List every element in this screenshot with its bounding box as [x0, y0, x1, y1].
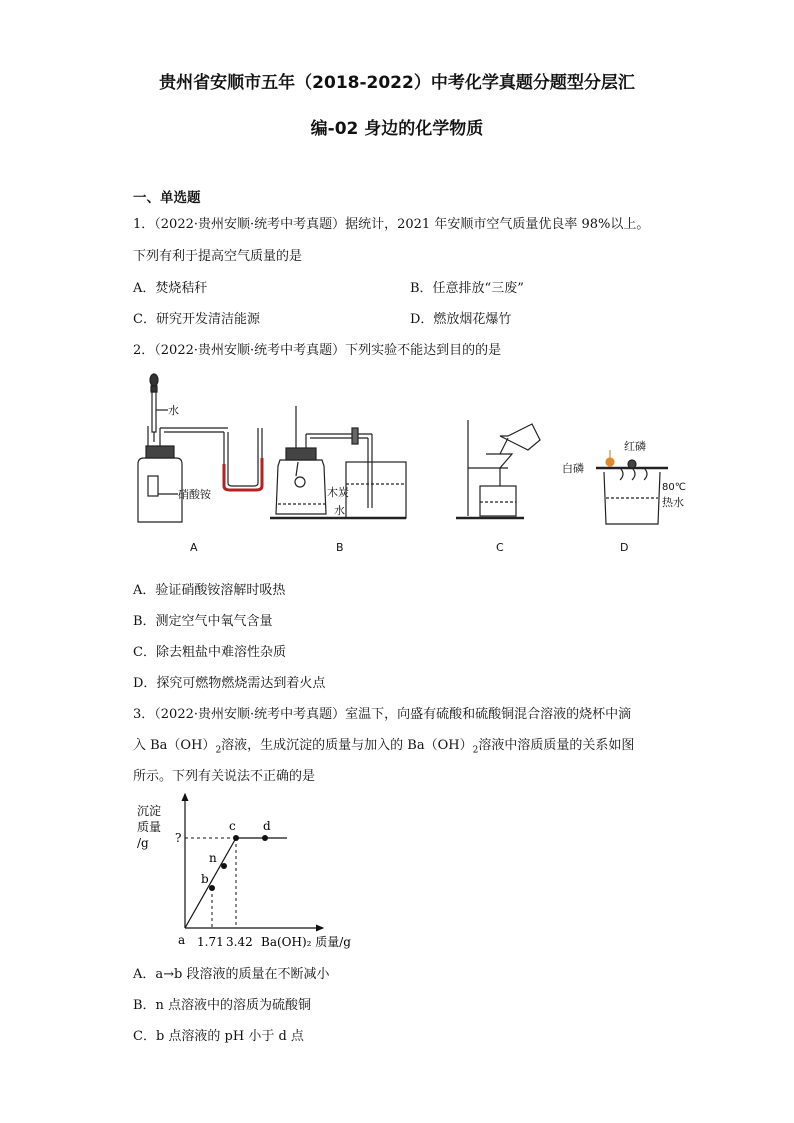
q1-option-c: C．研究开发清洁能源 [133, 312, 260, 327]
q2-option-b: B．测定空气中氧气含量 [133, 614, 273, 629]
q2-option-a: A．验证硝酸铵溶解时吸热 [133, 583, 286, 598]
apparatus-d [596, 450, 668, 524]
q3-stem-line2 [133, 734, 634, 756]
q1-stem-line2: 下列有利于提高空气质量的是 [133, 249, 303, 264]
y-label-2: 质量 [137, 820, 162, 834]
figure-label-c: C [496, 541, 504, 554]
figure-label-a: A [190, 541, 198, 554]
point-b-marker [209, 885, 215, 891]
q3-stem2-post: 溶液中溶质质量的关系如图 [478, 738, 635, 753]
label-hot-water: 热水 [662, 496, 684, 509]
q2-option-d: D．探究可燃物燃烧需达到着火点 [133, 676, 326, 691]
figure-label-b: B [336, 541, 344, 554]
y-label-1: 沉淀 [137, 804, 162, 818]
q3-option-a: A．a→b 段溶液的质量在不断减小 [133, 967, 330, 982]
q2-stem: 2．（2022·贵州安顺·统考中考真题）下列实验不能达到目的的是 [133, 343, 502, 358]
q3-option-c: C．b 点溶液的 pH 小于 d 点 [133, 1029, 304, 1044]
apparatus-b [270, 406, 406, 518]
label-charcoal: 木炭 [327, 486, 349, 499]
label-point-d: d [263, 819, 271, 833]
q2-experiment-figure [120, 368, 700, 560]
x-tick-342: 3.42 [226, 935, 253, 949]
q3-stem2-pre: 入 Ba（OH） [133, 738, 216, 753]
figure-label-d: D [620, 541, 629, 554]
q1-option-a: A．焚烧秸秆 [133, 281, 208, 296]
label-point-a: a [178, 933, 186, 947]
q3-stem2-mid: 溶液，生成沉淀的质量与加入的 Ba（OH） [221, 738, 473, 753]
q3-precipitate-graph [125, 788, 385, 956]
q1-stem-line1: 1．（2022·贵州安顺·统考中考真题）据统计，2021 年安顺市空气质量优良率 98%以上。 [133, 217, 650, 232]
label-point-c: c [229, 819, 236, 833]
label-ammonium-nitrate: 硝酸铵 [178, 488, 211, 501]
y-question-mark: ? [175, 831, 182, 845]
apparatus-c [456, 420, 540, 518]
label-point-n: n [209, 851, 217, 865]
point-c-marker [233, 835, 239, 841]
label-red-phosphorus: 红磷 [624, 440, 646, 453]
q1-option-d: D．燃放烟花爆竹 [410, 312, 512, 327]
point-d-marker [262, 835, 268, 841]
label-white-phosphorus: 白磷 [562, 462, 584, 475]
x-tick-171: 1.71 [197, 935, 224, 949]
label-point-b: b [201, 872, 209, 886]
label-temperature: 80℃ [662, 482, 686, 493]
x-axis-label: Ba(OH)₂ 质量/g [261, 935, 351, 949]
section-heading: 一、单选题 [133, 190, 201, 206]
y-label-3: /g [137, 836, 149, 850]
label-water-b: 水 [334, 504, 345, 517]
label-water-a: 水 [168, 404, 179, 417]
q3-stem-line1: 3．（2022·贵州安顺·统考中考真题）室温下，向盛有硫酸和硫酸铜混合溶液的烧杯中滴 [133, 707, 632, 722]
point-n-marker [221, 863, 227, 869]
q2-option-c: C．除去粗盐中难溶性杂质 [133, 645, 286, 660]
q1-option-b: B．任意排放“三废” [410, 281, 524, 296]
document-title-line2: 编-02 身边的化学物质 [310, 119, 484, 139]
q3-option-b: B．n 点溶液中的溶质为硫酸铜 [133, 998, 312, 1013]
q3-stem2-sub2: 2 [472, 745, 479, 756]
document-title-line1: 贵州省安顺市五年（2018-2022）中考化学真题分题型分层汇 [159, 73, 635, 93]
q3-stem2-sub1: 2 [215, 745, 222, 756]
q3-stem-line3: 所示。下列有关说法不正确的是 [133, 769, 316, 784]
